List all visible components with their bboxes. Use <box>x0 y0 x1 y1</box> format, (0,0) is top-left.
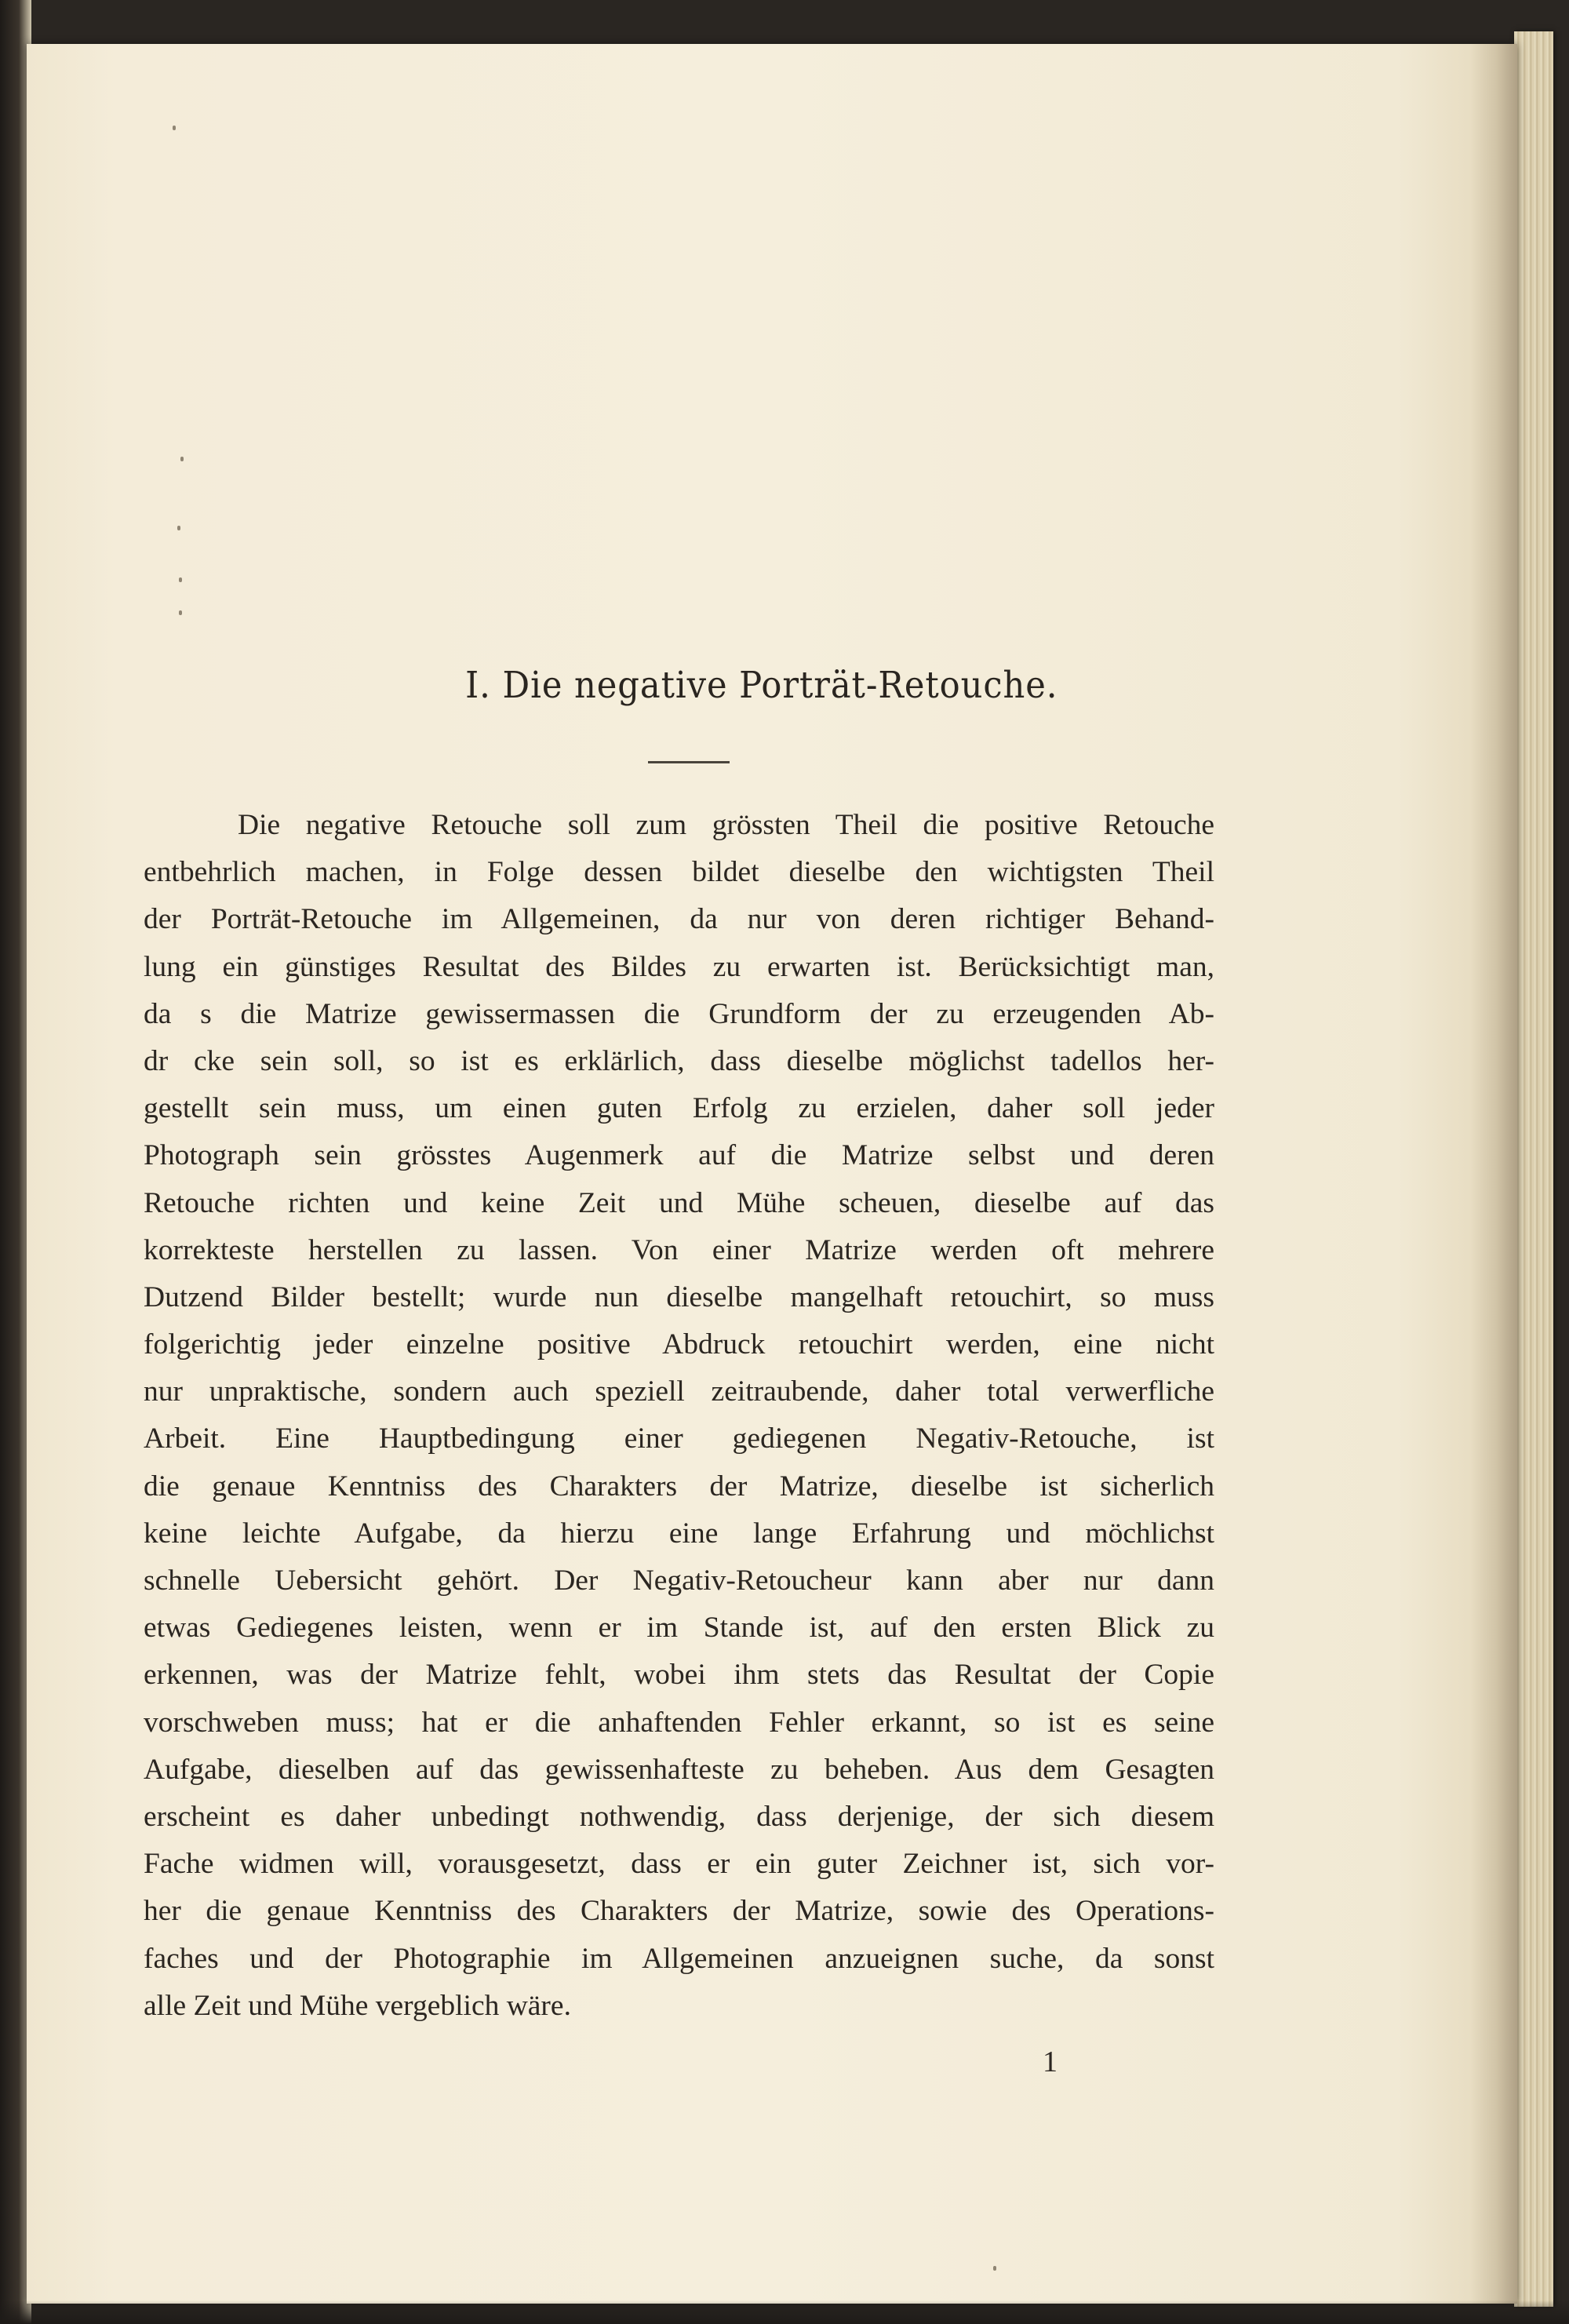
page-fold-shadow <box>1470 44 1517 2304</box>
text-line: korrekteste herstellen zu lassen. Von einer Matrize werden oft mehrere <box>144 1233 1214 1266</box>
text-line: die genaue Kenntniss des Charakters der Matrize, dieselbe ist sicherlich <box>144 1470 1214 1503</box>
text-line: faches und der Photographie im Allgemeinen anzueignen suche, da sonst <box>144 1942 1214 1975</box>
page-number: 1 <box>1043 2045 1058 2078</box>
text-line: folgerichtig jeder einzelne positive Abdruck retouchirt werden, eine nicht <box>144 1328 1214 1361</box>
text-line: dr cke sein soll, so ist es erklärlich, dass dieselbe möglichst tadellos her- <box>144 1044 1214 1077</box>
text-line: Arbeit. Eine Hauptbedingung einer gediegenen Negativ-Retouche, ist <box>144 1422 1214 1455</box>
text-line: erscheint es daher unbedingt nothwendig, dass derjenige, der sich diesem <box>144 1800 1214 1833</box>
text-line: alle Zeit und Mühe vergeblich wäre. <box>144 1989 571 2022</box>
back-pages-edge <box>1514 31 1553 2307</box>
text-line: gestellt sein muss, um einen guten Erfolg zu erzielen, daher soll jeder <box>144 1092 1214 1125</box>
text-line: Die negative Retouche soll zum grössten Theil die positive Retouche <box>238 809 1214 841</box>
text-line: lung ein günstiges Resultat des Bildes zu erwarten ist. Berücksichtigt man, <box>144 950 1214 983</box>
book-page <box>27 44 1517 2304</box>
text-line: der Porträt-Retouche im Allgemeinen, da nur von deren richtiger Behand- <box>144 903 1214 936</box>
text-line: Retouche richten und keine Zeit und Mühe scheuen, dieselbe auf das <box>144 1186 1214 1219</box>
paper-speck <box>177 526 180 530</box>
paper-speck <box>179 577 182 582</box>
paper-speck <box>993 2266 996 2271</box>
chapter-heading: I. Die negative Porträt-Retouche. <box>465 664 1058 707</box>
text-line: Fache widmen will, vorausgesetzt, dass er ein guter Zeichner ist, sich vor- <box>144 1848 1214 1881</box>
text-line: da s die Matrize gewissermassen die Grundform der zu erzeugenden Ab- <box>144 997 1214 1030</box>
body-paragraph <box>144 802 1214 2030</box>
text-line: nur unpraktische, sondern auch speziell zeitraubende, daher total verwerfliche <box>144 1375 1214 1408</box>
text-line: her die genaue Kenntniss des Charakters der Matrize, sowie des Operations- <box>144 1895 1214 1928</box>
paper-speck <box>179 610 182 615</box>
text-line: keine leichte Aufgabe, da hierzu eine lange Erfahrung und möchlichst <box>144 1517 1214 1550</box>
text-line: vorschweben muss; hat er die anhaftenden Fehler erkannt, so ist es seine <box>144 1706 1214 1739</box>
text-line: etwas Gediegenes leisten, wenn er im Stande ist, auf den ersten Blick zu <box>144 1612 1214 1645</box>
heading-rule <box>648 761 730 763</box>
paper-speck <box>180 457 184 461</box>
text-line: Photograph sein grösstes Augenmerk auf die Matrize selbst und deren <box>144 1139 1214 1172</box>
text-line: Aufgabe, dieselben auf das gewissenhafteste zu beheben. Aus dem Gesagten <box>144 1753 1214 1786</box>
scan-bottom-shadow <box>0 2300 1569 2324</box>
text-line: Dutzend Bilder bestellt; wurde nun dieselbe mangelhaft retouchirt, so muss <box>144 1280 1214 1313</box>
text-line: erkennen, was der Matrize fehlt, wobei ihm stets das Resultat der Copie <box>144 1659 1214 1692</box>
text-line: entbehrlich machen, in Folge dessen bildet dieselbe den wichtigsten Theil <box>144 856 1214 889</box>
paper-speck <box>173 126 176 130</box>
text-line: schnelle Uebersicht gehört. Der Negativ-Retoucheur kann aber nur dann <box>144 1565 1214 1597</box>
